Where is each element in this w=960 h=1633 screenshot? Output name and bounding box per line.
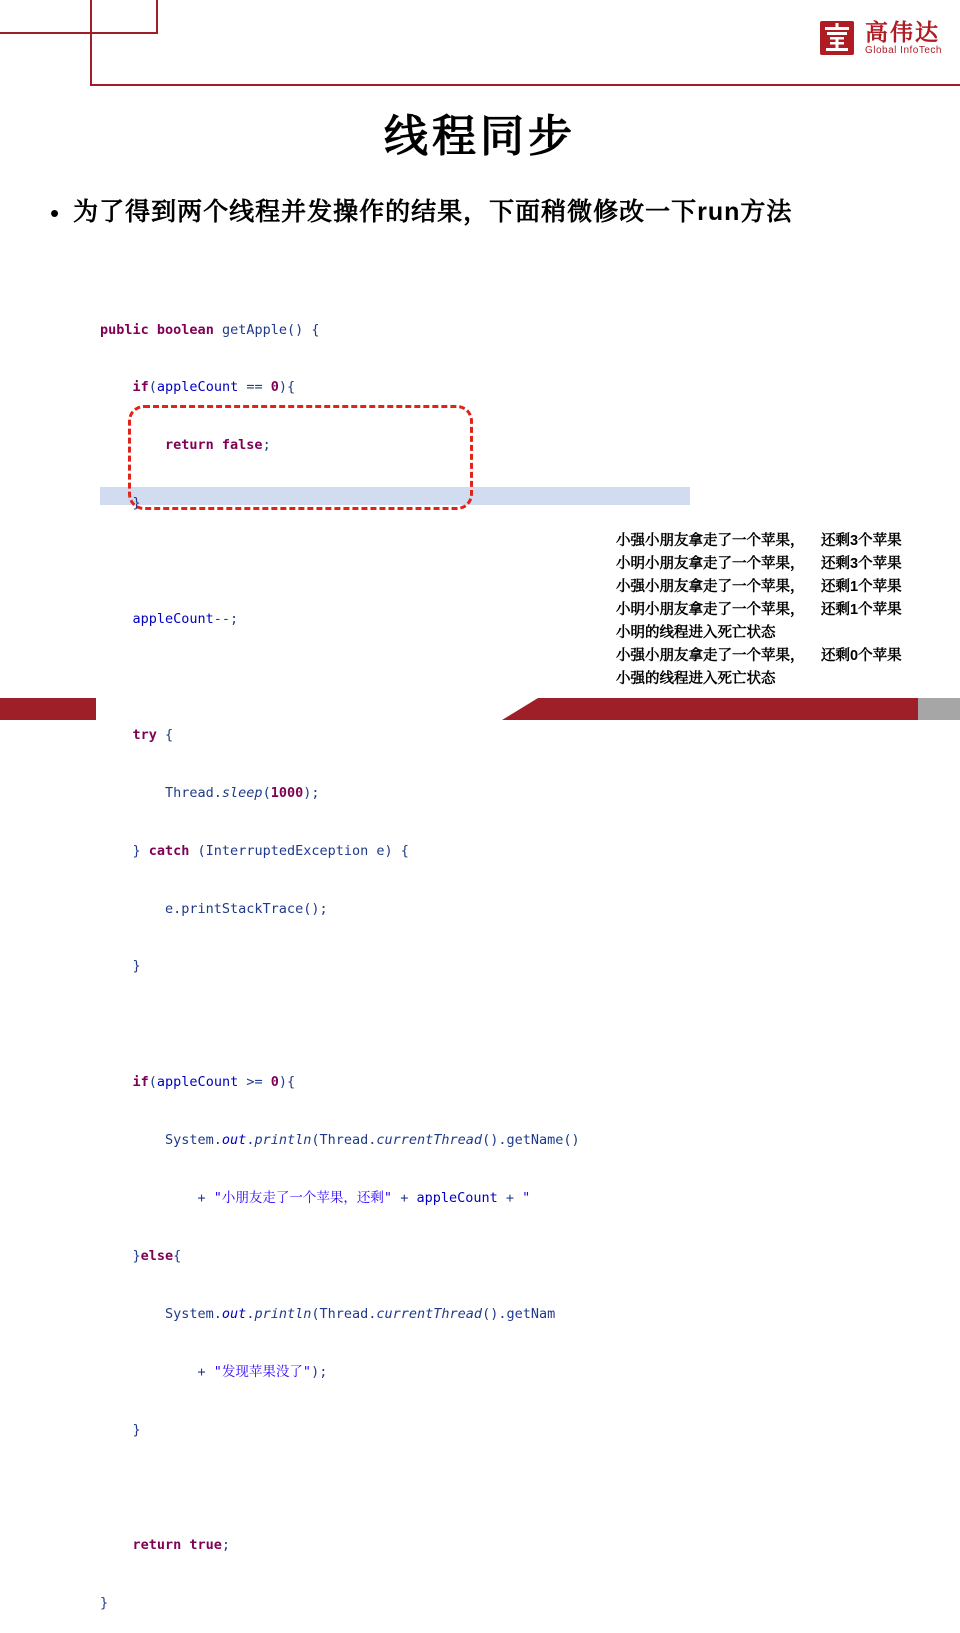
bullet-text: 为了得到两个线程并发操作的结果，下面稍微修改一下run方法 bbox=[73, 198, 793, 226]
console-line bbox=[616, 668, 956, 691]
code-line: + "发现苹果没了"); bbox=[100, 1363, 328, 1380]
code-line: } bbox=[100, 1421, 141, 1438]
console-line bbox=[616, 645, 956, 668]
code-line: Thread.sleep(1000); bbox=[100, 784, 320, 801]
code-line: return true; bbox=[132, 1537, 231, 1554]
code-line: e.printStackTrace(); bbox=[100, 900, 328, 917]
code-line: System.out.println(Thread.currentThread().getNam bbox=[100, 1305, 556, 1322]
code-line: } bbox=[100, 1595, 109, 1612]
code-line: if(appleCount >= 0){ bbox=[132, 1074, 296, 1091]
footer-right-block bbox=[538, 698, 918, 720]
decorative-vertical-rule bbox=[90, 0, 92, 86]
code-snippet bbox=[100, 282, 820, 1633]
console-line-right: 还剩3个苹果 bbox=[821, 533, 902, 549]
code-line bbox=[100, 1015, 820, 1034]
logo-name-cn: 高伟达 bbox=[865, 19, 940, 46]
code-line: } bbox=[100, 495, 141, 512]
console-line-right: 还剩0个苹果 bbox=[821, 648, 902, 664]
code-line: }else{ bbox=[100, 1247, 182, 1264]
code-line: if(appleCount == 0){ bbox=[132, 379, 296, 396]
console-output bbox=[616, 530, 956, 691]
code-line: appleCount--; bbox=[132, 611, 239, 628]
code-line: try { bbox=[132, 726, 174, 743]
footer-triangle-accent bbox=[502, 698, 538, 720]
console-line-left: 小明小朋友拿走了一个苹果， bbox=[616, 602, 805, 618]
console-line-right: 还剩3个苹果 bbox=[821, 556, 902, 572]
console-line bbox=[616, 622, 956, 645]
decorative-corner-box bbox=[0, 0, 158, 34]
temple-gate-icon bbox=[817, 18, 857, 58]
footer-bar bbox=[0, 698, 960, 720]
bullet-dot-icon: • bbox=[50, 198, 60, 228]
footer-gray-block bbox=[918, 698, 960, 720]
console-line-left: 小明的线程进入死亡状态 bbox=[616, 625, 776, 641]
page-title: 线程同步 bbox=[384, 112, 576, 161]
console-line bbox=[616, 576, 956, 599]
footer-middle-gap bbox=[96, 698, 502, 720]
console-line-right: 还剩1个苹果 bbox=[821, 602, 902, 618]
console-line bbox=[616, 553, 956, 576]
code-line: public boolean getApple() { bbox=[100, 321, 320, 338]
company-logo bbox=[817, 18, 942, 58]
logo-name-en: Global InfoTech bbox=[865, 44, 942, 56]
footer-left-block bbox=[0, 698, 96, 720]
decorative-horizontal-rule bbox=[90, 84, 960, 86]
console-line-left: 小明小朋友拿走了一个苹果， bbox=[616, 556, 805, 572]
bullet-item bbox=[50, 196, 900, 230]
logo-text-group bbox=[865, 20, 942, 55]
code-line: return false; bbox=[165, 437, 271, 454]
console-line-left: 小强小朋友拿走了一个苹果， bbox=[616, 648, 805, 664]
console-line-right: 还剩1个苹果 bbox=[821, 579, 902, 595]
console-line bbox=[616, 530, 956, 553]
code-line: } catch (InterruptedException e) { bbox=[100, 842, 409, 859]
code-line: } bbox=[100, 958, 141, 975]
console-line-left: 小强小朋友拿走了一个苹果， bbox=[616, 533, 805, 549]
console-line-left: 小强小朋友拿走了一个苹果， bbox=[616, 579, 805, 595]
code-line: + "小朋友走了一个苹果，还剩" + appleCount + " bbox=[100, 1189, 531, 1206]
code-line bbox=[100, 1478, 820, 1497]
code-line: System.out.println(Thread.currentThread().getName() bbox=[100, 1132, 580, 1149]
console-line bbox=[616, 599, 956, 622]
console-line-left: 小强的线程进入死亡状态 bbox=[616, 671, 776, 687]
